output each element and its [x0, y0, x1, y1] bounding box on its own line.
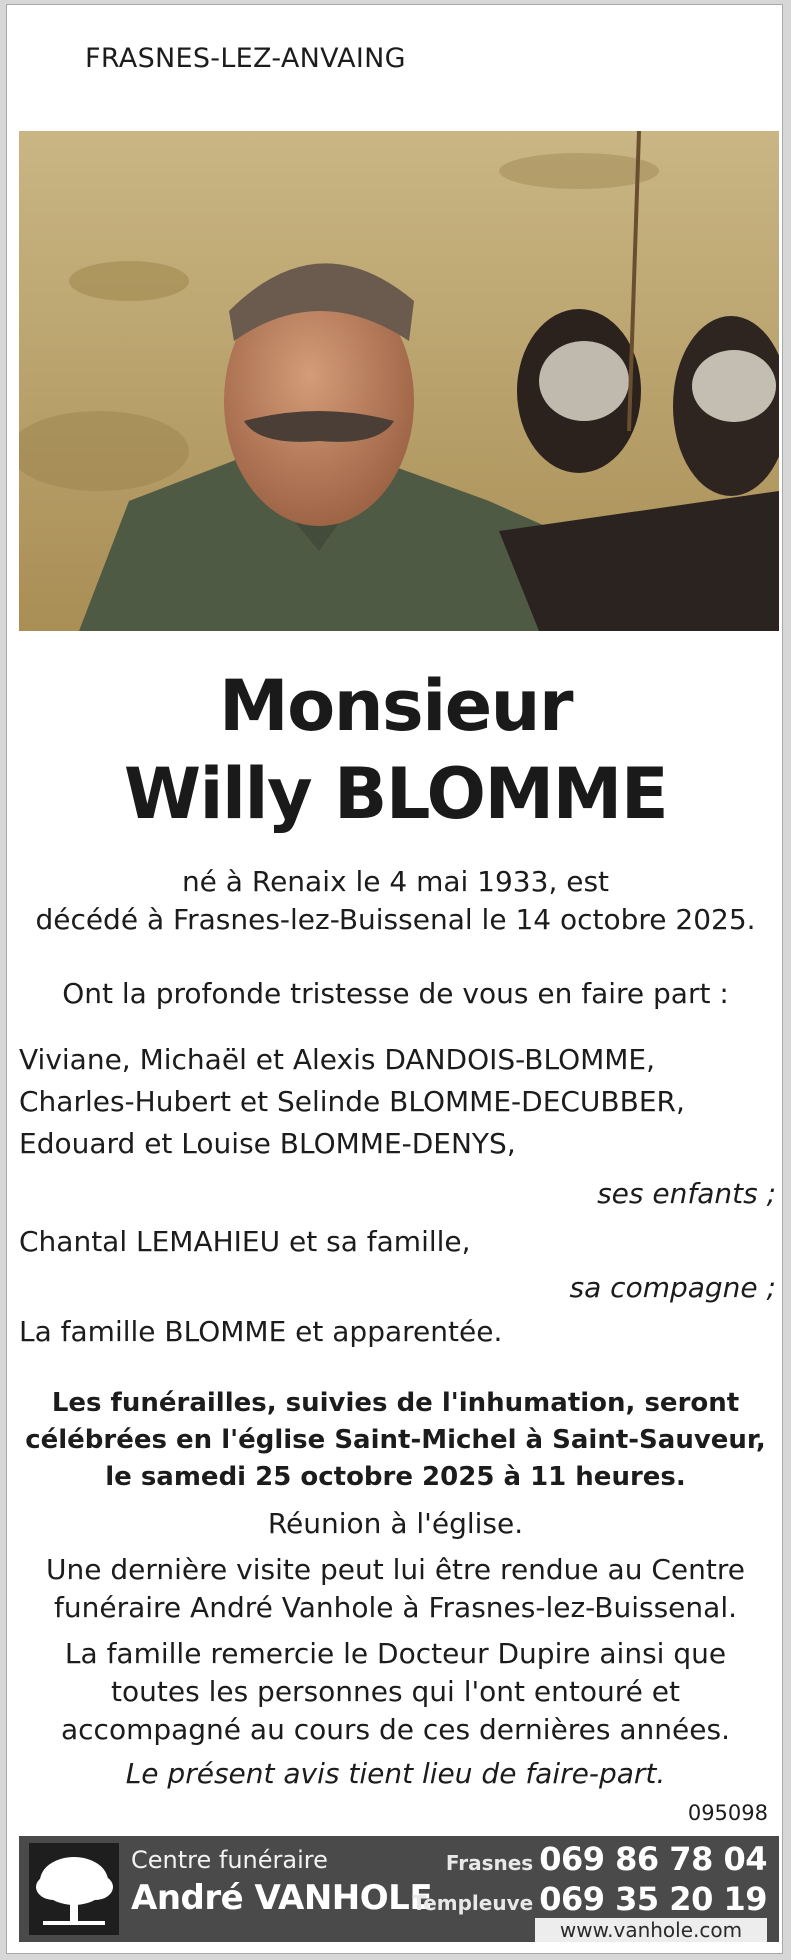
deceased-name: Willy BLOMME	[123, 753, 668, 835]
phone-city: Frasnes	[445, 1851, 534, 1875]
visit-line: Une dernière visite peut lui être rendue au Centre	[46, 1553, 745, 1586]
ceremony-line: le samedi 25 octobre 2025 à 11 heures.	[105, 1462, 686, 1492]
honorific-title: Monsieur	[218, 665, 573, 747]
announcement-intro: Ont la profonde tristesse de vous en faire part :	[62, 977, 729, 1010]
obituary-notice	[6, 4, 783, 1954]
family-line: Edouard et Louise BLOMME-DENYS,	[19, 1127, 516, 1160]
center-label: Centre funéraire	[131, 1846, 328, 1874]
center-name: André VANHOLE	[131, 1878, 433, 1918]
reference-number: 095098	[687, 1801, 768, 1825]
death-line: décédé à Frasnes-lez-Buissenal le 14 octobre 2025.	[35, 903, 756, 936]
family-line: Viviane, Michaël et Alexis DANDOIS-BLOMME,	[19, 1043, 656, 1076]
phone-number[interactable]: 069 86 78 04	[539, 1840, 767, 1878]
phone-number[interactable]: 069 35 20 19	[539, 1880, 767, 1918]
partner-role: sa compagne ;	[569, 1271, 776, 1304]
website-link[interactable]: www.vanhole.com	[535, 1918, 767, 1942]
thanks-line: La famille remercie le Docteur Dupire ainsi que	[64, 1637, 727, 1670]
tree-icon	[29, 1843, 119, 1935]
family-line: Charles-Hubert et Selinde BLOMME-DECUBBER,	[19, 1085, 685, 1118]
town-header: FRASNES-LEZ-ANVAING	[85, 43, 406, 74]
visit-line: funéraire André Vanhole à Frasnes-lez-Buissenal.	[54, 1591, 737, 1624]
thanks-line: toutes les personnes qui l'ont entouré et	[111, 1675, 680, 1708]
closing-line: Le présent avis tient lieu de faire-part.	[125, 1757, 666, 1790]
portrait-photo	[19, 131, 779, 631]
ceremony-line: Les funérailles, suivies de l'inhumation, seront	[51, 1388, 740, 1418]
phone-row-frasnes	[446, 1840, 767, 1878]
birth-line: né à Renaix le 4 mai 1933, est	[181, 865, 610, 898]
funeral-home-banner	[19, 1836, 779, 1942]
meeting-line: Réunion à l'église.	[267, 1507, 524, 1540]
thanks-line: accompagné au cours de ces dernières années.	[61, 1713, 730, 1746]
children-role: ses enfants ;	[597, 1177, 776, 1210]
extended-family-line: La famille BLOMME et apparentée.	[19, 1315, 503, 1348]
phone-city: Templeuve	[412, 1891, 534, 1915]
phone-row-templeuve	[412, 1880, 767, 1918]
ceremony-line: célébrées en l'église Saint-Michel à Saint-Sauveur,	[25, 1425, 766, 1455]
partner-line: Chantal LEMAHIEU et sa famille,	[19, 1225, 471, 1258]
